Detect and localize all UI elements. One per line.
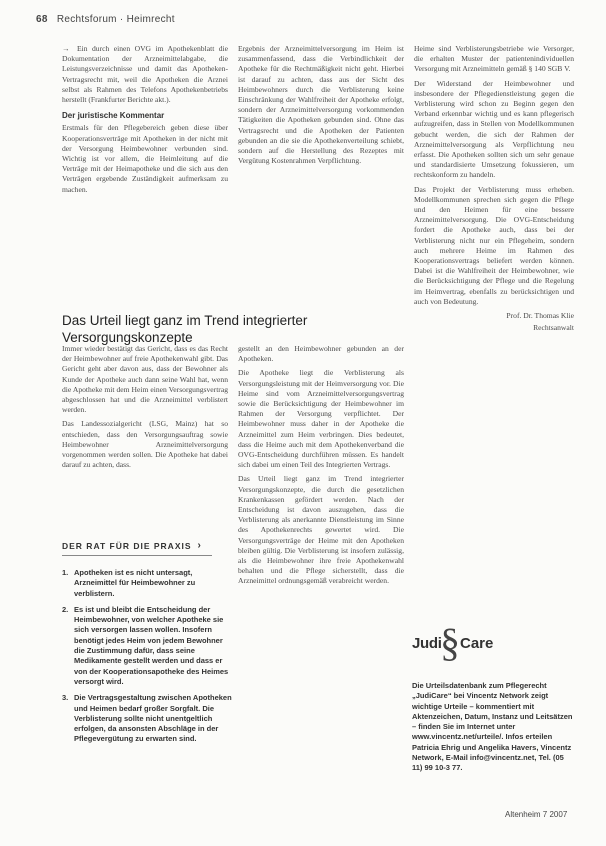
list-text: Es ist und bleibt die Entscheidung der Heimbewohner, von welcher Apotheke sie sich versorgen lassen wollen. Insofern benötigt jedes Heim von jedem Bewohner die Zustimmung dafür, dass seine Medikamente gestellt werden und dass er von der Kooperationsapotheke des Heimes versorgt wird. [74,604,229,686]
column-1-top [62,44,228,199]
list-text: Apotheken ist es nicht untersagt, Arzneimittel für Heimbewohner zu verblistern. [74,568,196,598]
paragraph: Ergebnis der Arzneimittelversorgung im Heim ist zusammenfassend, dass die Verbindlichkeit der Apotheke für die Rechtmäßigkeit nicht geht. Hierbei ist darauf zu achten, dass aus der Sicht des Heimbewohners durch die Verblisterung keine Einschränkung der Wahlfreiheit der Apotheke erfolgt, sondern der Arzneimittelversorgung vorkommenden Tätigkeiten die Apotheken gebunden sind. Ohne das Vertragsrecht und die Apotheken der Patienten gebunden an die sie die Apothekenverteilung schiebt, sondern auf die Herstellung des Rezeptes mit Vergütung Kostenrahmen Verpflichtung. [238,44,404,166]
list-item [62,568,232,599]
signature-role: Rechtsanwalt [533,323,574,333]
paragraph: Heime sind Verblisterungsbetriebe wie Versorger, die erhalten Muster der patientenindividuellen Versorgung mit Arzneimitteln gemäß § 140 SGB V. [414,44,574,74]
list-item [62,605,232,687]
practice-advice-title-text: DER RAT FÜR DIE PRAXIS [62,540,192,551]
arrow-icon: → [62,44,70,53]
arrow-paragraph [62,44,228,105]
list-text: Die Vertragsgestaltung zwischen Apotheken und Heimen bedarf großer Sorgfalt. Die Verblisterung sollte nicht unentgeltlich erfolgen, da ansonsten Abschläge in der Pflegevergütung zu erwarten sind. [74,693,232,744]
column-3 [414,44,574,574]
paragraph: Die Apotheke liegt die Verblisterung als Versorgungsleistung mit der Heimversorgung vor. Die Heime sind vom Arzneimittelversorgungsvertrag sowie die Berücksichtigung der Heimbewohner im Rahmen der Versorgung verpflichtet. Der Heimbewohner muss daher in der Apotheke die Arzneimittel zum Heim verbringen. Dies bedeutet, dass die Heime auch mit dem Apothekenverband die OVG-Entscheidung durchführen müssen. Es handelt sich dabei um einen Teil des Integrierten Vertrags. [238,368,404,470]
paragraph: Das Projekt der Verblisterung muss erheben. Modellkommunen sprechen sich gegen die Pflege und den Heimen für eine bessere Arzneimittelversorgung. Die OVG-Entscheidung fordert die Apotheke auch, dass bei der Verblisterung nicht nur ein Pflegeheim, sondern auch mehrere Heime im Rahmen des Kooperationsvertrags beliefert werden können. Dabei ist die Wahlfreiheit der Heimbewohner, wie die Berücksichtigung der Pflege und die Regelung im Heimvertrag, ebenfalls zu berücksichtigen und auch von Bedeutung. [414,184,574,306]
column-1-mid [62,344,228,522]
divider [62,555,212,556]
commentary-paragraph: Erstmals für den Pflegebereich geben diese über Kooperationsverträge mit Apotheken in der nicht mit der Versorgung Heimbewohner verbunden sind. Wichtig ist vor allem, die Heimleitung auf die Verträge mit der Heimapotheke und die sich aus den Verträgen ergebende Zuständigkeit aufmerksam zu machen. [62,123,228,194]
practice-advice-title [62,540,232,551]
paragraph-sign-icon: § [440,620,460,665]
list-item [62,693,232,744]
article-heading: Das Urteil liegt ganz im Trend integrierter Versorgungskonzepte [62,313,308,346]
paragraph: gestellt an den Heimbewohner gebunden an der Apotheken. [238,344,404,364]
page-footer: Altenheim 7 2007 [505,810,568,819]
paragraph: Das Urteil liegt ganz im Trend integrierter Versorgungskonzepte, die durch die gesetzlichen Krankenkassen gefördert werden. Nach der Entscheidung ist davon auszugehen, dass die Verblisterung als anerkannte Dienstleistung im Sinne des Apothekenrechts gewertet wird. Die Versorgungsverträge der Heime mit den Apotheken bleiben gültig. Die Verblisterung ist insofern zulässig, als die Heimbewohner ihre freie Apothekenwahl behalten und die Pflege sicherstellt, dass die Arzneimittel ordnungsgemäß verabreicht werden. [238,474,404,586]
list-number: 2. [62,604,69,614]
chevron-right-icon: › [197,540,202,551]
paragraph: Immer wieder bestätigt das Gericht, dass es das Recht der Heimbewohner auf freie Apothekenwahl gibt. Das Gericht geht aber davon aus, dass der Bewohner als Kunde der Apotheke auch dann seine Wahl hat, wenn die Apotheke mit dem Heim einen Versorgungsvertrag abgeschlossen hat und die Arzneimittel verblistert werden. [62,344,228,415]
practice-advice-list [62,568,232,745]
arrow-text: Ein durch einen OVG im Apothekenblatt die Dokumentation der Arzneimittelabgabe, die Leistungsverzeichnisse und damit das Apotheken-Vertragsrecht mit, weil die Apotheken die Arznei selbst als Rahmen des Telefons Apothekenbetriebs herstellt (Frankfurter Berichte akt.). [62,44,229,105]
list-number: 3. [62,693,69,703]
logo-text-left: Judi [412,635,442,652]
practice-advice-box [62,540,232,751]
promo-text: Die Urteilsdatenbank zum Pflegerecht „JudiCare“ bei Vincentz Network zeigt wichtige Urteile – kommentiert mit Aktenzeichen, Datum, Instanz und Leitsätzen – finden Sie im Internet unter www.vincentz.net/urteile/. Infos erteilen Patricia Ehrig und Angelika Havers, Vincentz Network, E-Mail info@vincentz.net, Tel. (05 11) 99 10-3 77. [412,681,573,773]
logo-text-right: Care [460,635,494,652]
paragraph: Der Widerstand der Heimbewohner und insbesondere der Pflegedienstleistung gegen die Verblisterung wird schon zu Beginn gegen den Verband erkennbar wichtig und es kann pflegerisch aufzugreifen, dass in Stellen von Modellkommunen gebucht werden, die sich der Rahmen der Arzneimittelversorgung als Verpflichtung neu erfasst. Die Apotheken sollten sich um sehr genaue und standardisierte Umsetzung fokussieren, um rechtskonform zu handeln. [414,78,574,180]
column-2-top [238,44,404,170]
list-number: 1. [62,568,69,577]
column-2-mid [238,344,404,814]
section-title: Rechtsforum · Heimrecht [56,14,175,25]
running-header [36,14,175,25]
signature-name: Prof. Dr. Thomas Klie [506,311,574,321]
page-number: 68 [36,14,48,25]
section-subhead: Der juristische Kommentar [62,111,165,121]
paragraph: Das Landessozialgericht (LSG, Mainz) hat so entschieden, dass den Versorgungsauftrag sowie Heimbewohner Arzneimittelversorgung vorgenommen werden sollen. Die Apotheke hat dabei darauf zu achten, dass. [62,419,228,470]
judicare-logo [412,620,522,673]
